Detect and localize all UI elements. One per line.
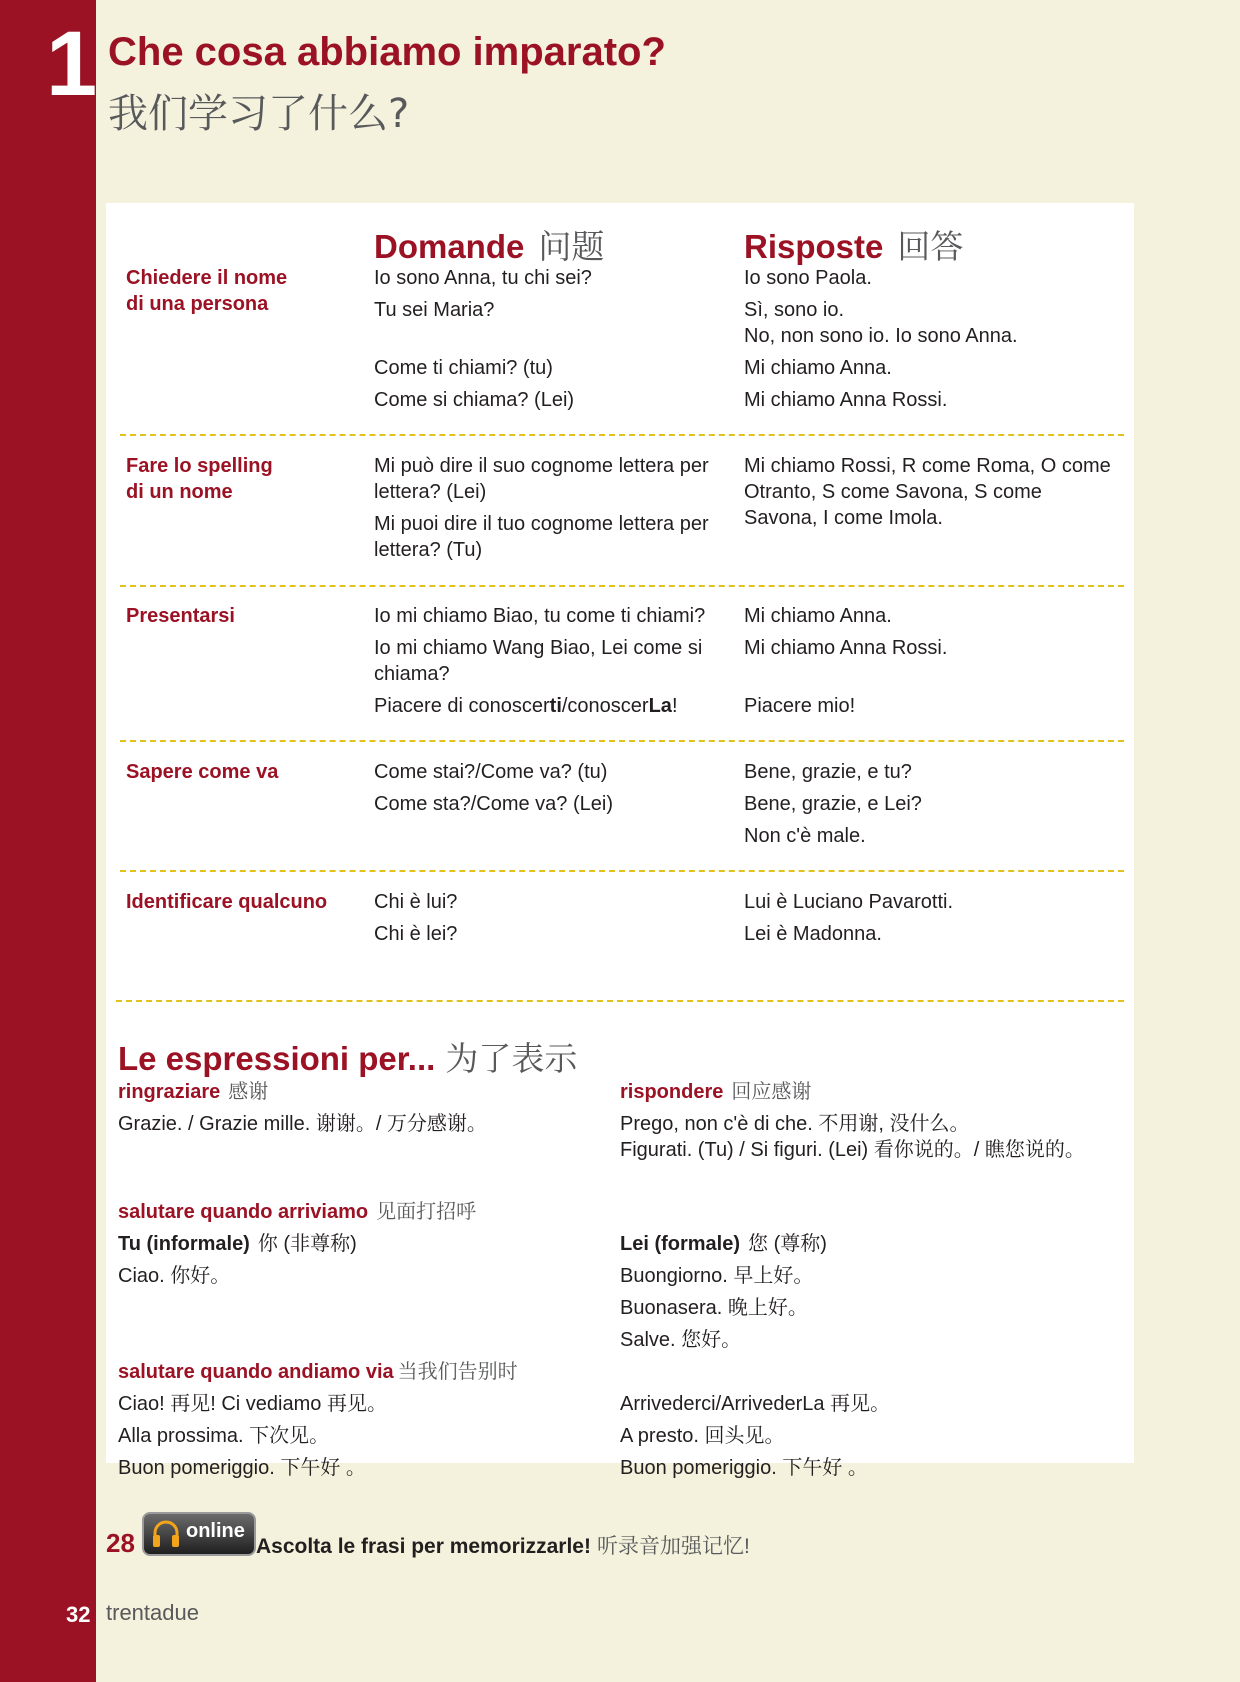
answer-text: Bene, grazie, e tu? [744, 761, 912, 783]
question-text: lettera? (Tu) [374, 539, 483, 561]
section-divider [116, 1000, 1124, 1002]
page-number-word: trentadue [106, 1600, 199, 1625]
andiamo-line: Alla prossima. 下次见。 [118, 1425, 330, 1447]
rispondere-line: Prego, non c'è di che. 不用谢, 没什么。 [620, 1113, 970, 1135]
row-label-sapere: Sapere come va [126, 761, 279, 783]
question-text: Come si chiama? (Lei) [374, 389, 575, 411]
answer-text: Savona, I come Imola. [744, 507, 943, 529]
question-text: Io mi chiamo Wang Biao, Lei come si [374, 637, 703, 659]
andiamo-line: Buon pomeriggio. 下午好 。 [620, 1457, 868, 1479]
row-label-spelling: Fare lo spelling di un nome [126, 455, 273, 503]
online-label: online [186, 1520, 245, 1542]
tu-informale-label: Tu (informale) 你 (非尊称) [118, 1233, 357, 1255]
answer-text: Io sono Paola. [744, 267, 872, 289]
question-text: Come stai?/Come va? (tu) [374, 761, 608, 783]
question-text: Io mi chiamo Biao, tu come ti chiami? [374, 605, 706, 627]
lei-line: Salve. 您好。 [620, 1329, 742, 1351]
expressions-title: Le espressioni per... 为了表示 [118, 1040, 578, 1077]
answer-text: Non c'è male. [744, 825, 866, 847]
question-text: Mi puoi dire il tuo cognome lettera per [374, 513, 709, 535]
headphones-icon [150, 1518, 182, 1550]
answer-text: No, non sono io. Io sono Anna. [744, 325, 1018, 347]
answer-text: Mi chiamo Anna. [744, 357, 892, 379]
domande-heading: Domande 问题 [374, 228, 605, 265]
row-divider [120, 870, 1124, 872]
answer-text: Lui è Luciano Pavarotti. [744, 891, 954, 913]
andiamo-line: Ciao! 再见! Ci vediamo 再见。 [118, 1393, 387, 1415]
lei-line: Buongiorno. 早上好。 [620, 1265, 814, 1287]
lei-line: Buonasera. 晚上好。 [620, 1297, 808, 1319]
answer-text: Mi chiamo Anna Rossi. [744, 389, 948, 411]
row-label-presentarsi: Presentarsi [126, 605, 235, 627]
question-piacere: Piacere di conoscerti/conoscerLa! [374, 695, 678, 717]
answer-text: Piacere mio! [744, 695, 856, 717]
arriviamo-heading: salutare quando arriviamo 见面打招呼 [118, 1201, 477, 1223]
unit-number: 1 [46, 13, 94, 115]
question-text: Come sta?/Come va? (Lei) [374, 793, 613, 815]
ringraziare-line: Grazie. / Grazie mille. 谢谢。/ 万分感谢。 [118, 1113, 487, 1135]
andiamo-via-heading: salutare quando andiamo via 当我们告别时 [118, 1361, 518, 1383]
tu-line: Ciao. 你好。 [118, 1265, 231, 1287]
andiamo-line: Buon pomeriggio. 下午好 。 [118, 1457, 366, 1479]
lei-formale-label: Lei (formale) 您 (尊称) [620, 1233, 827, 1255]
answer-text: Lei è Madonna. [744, 923, 882, 945]
andiamo-line: Arrivederci/ArrivederLa 再见。 [620, 1393, 891, 1415]
online-audio-badge[interactable] [142, 1512, 256, 1556]
question-text: lettera? (Lei) [374, 481, 487, 503]
question-text: Come ti chiami? (tu) [374, 357, 553, 379]
question-text: chiama? [374, 663, 450, 685]
question-text: Chi è lei? [374, 923, 458, 945]
rispondere-heading: rispondere 回应感谢 [620, 1081, 812, 1103]
question-text: Chi è lui? [374, 891, 458, 913]
question-text: Mi può dire il suo cognome lettera per [374, 455, 709, 477]
risposte-heading: Risposte 回答 [744, 228, 964, 265]
page-title-chinese: 我们学习了什么? [108, 91, 410, 137]
question-text: Tu sei Maria? [374, 299, 495, 321]
row-label-identificare: Identificare qualcuno [126, 891, 328, 913]
row-divider [120, 585, 1124, 587]
audio-track-number: 28 [106, 1528, 135, 1558]
answer-text: Mi chiamo Rossi, R come Roma, O come [744, 455, 1111, 477]
answer-text: Bene, grazie, e Lei? [744, 793, 922, 815]
page-title: Che cosa abbiamo imparato? [108, 30, 666, 74]
row-divider [120, 740, 1124, 742]
summary-panel [106, 203, 1134, 1479]
answer-text: Mi chiamo Anna Rossi. [744, 637, 948, 659]
page-number: 32 [66, 1602, 91, 1627]
listen-instruction: Ascolta le frasi per memorizzarle! 听录音加强记忆! [256, 1535, 750, 1558]
andiamo-line: A presto. 回头见。 [620, 1425, 785, 1447]
answer-text: Otranto, S come Savona, S come [744, 481, 1042, 503]
ringraziare-heading: ringraziare 感谢 [118, 1081, 269, 1103]
question-text: Io sono Anna, tu chi sei? [374, 267, 592, 289]
side-bar [0, 0, 96, 1682]
answer-text: Mi chiamo Anna. [744, 605, 892, 627]
answer-text: Sì, sono io. [744, 299, 845, 321]
rispondere-line: Figurati. (Tu) / Si figuri. (Lei) 看你说的。/ 瞧您说的。 [620, 1139, 1085, 1161]
row-divider [120, 434, 1124, 436]
row-label-chiedere: Chiedere il nome di una persona [126, 267, 288, 315]
